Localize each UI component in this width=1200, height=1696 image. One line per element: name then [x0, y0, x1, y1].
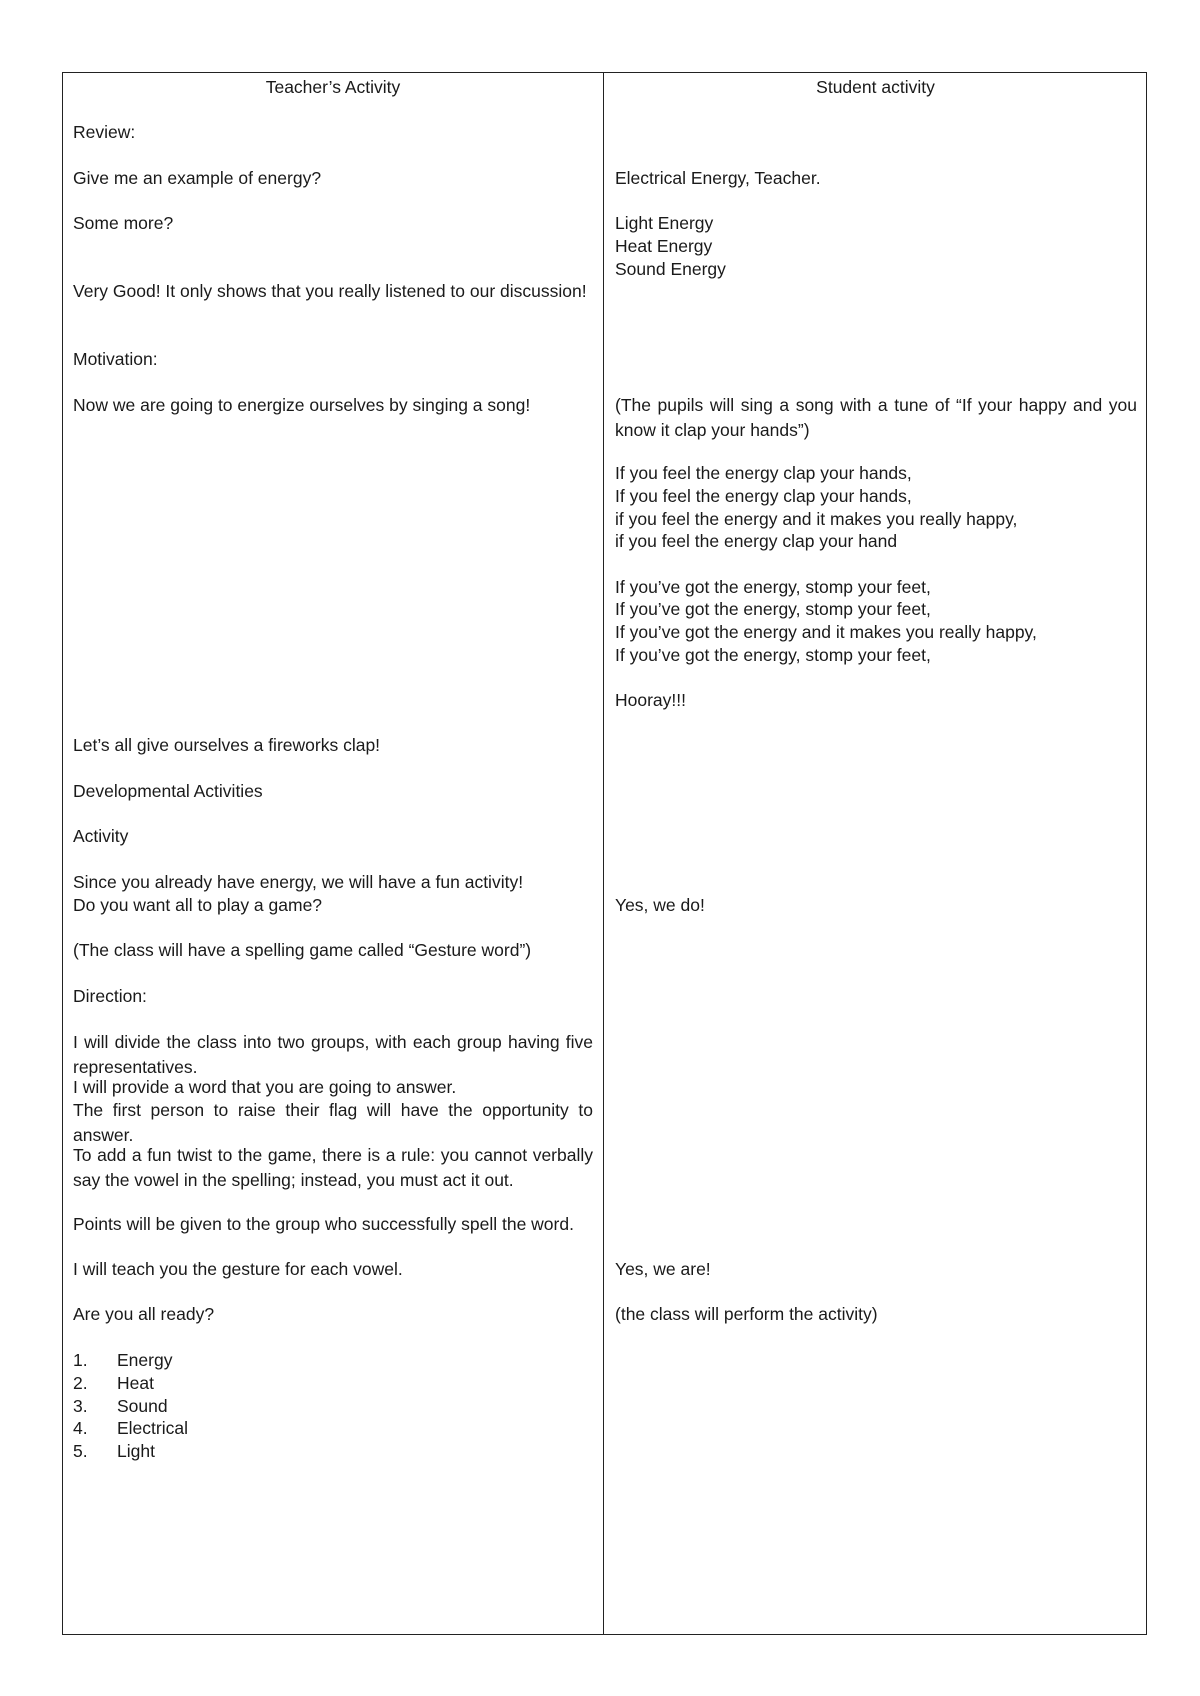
activity-heading: Activity [73, 826, 129, 846]
list-number: 2. [73, 1373, 88, 1393]
direction-item: I will teach you the gesture for each vowel. [73, 1259, 403, 1279]
teacher-energize: Now we are going to energize ourselves by singing a song! [73, 395, 531, 415]
direction-item: Points will be given to the group who successfully spell the word. [73, 1214, 574, 1234]
song-line: If you feel the energy clap your hands, [615, 486, 912, 506]
song-hooray: Hooray!!! [615, 690, 686, 710]
song-line: If you’ve got the energy, stomp your feet, [615, 599, 931, 619]
teacher-play-game: Do you want all to play a game? [73, 895, 323, 915]
word-list-item [73, 1394, 168, 1419]
teacher-question-example: Give me an example of energy? [73, 168, 322, 188]
list-word: Energy [117, 1350, 173, 1370]
list-word: Sound [117, 1396, 168, 1416]
list-number: 3. [73, 1396, 88, 1416]
word-list-item [73, 1348, 172, 1373]
teacher-fireworks-clap: Let’s all give ourselves a fireworks clap! [73, 735, 381, 755]
teacher-column-header: Teacher’s Activity [265, 77, 401, 97]
word-list-item [73, 1439, 155, 1464]
direction-item: I will divide the class into two groups, with each group having five representatives. [73, 1032, 593, 1077]
list-number: 5. [73, 1441, 88, 1461]
song-line: If you’ve got the energy, stomp your feet, [615, 645, 931, 665]
song-line: If you’ve got the energy and it makes you really happy, [615, 622, 1037, 642]
song-line: If you’ve got the energy, stomp your feet, [615, 577, 931, 597]
student-sing-instruction: (The pupils will sing a song with a tune of “If your happy and you know it clap your hands”) [615, 395, 1137, 440]
student-column-header: Student activity [816, 77, 935, 97]
student-perform-activity: (the class will perform the activity) [615, 1304, 878, 1324]
list-number: 4. [73, 1418, 88, 1438]
teacher-question-more: Some more? [73, 213, 174, 233]
student-answer-example: Electrical Energy, Teacher. [615, 168, 821, 188]
motivation-heading: Motivation: [73, 349, 158, 369]
word-list-item [73, 1371, 154, 1396]
student-yes-we-are: Yes, we are! [615, 1259, 711, 1279]
student-yes-we-do: Yes, we do! [615, 895, 705, 915]
teacher-praise: Very Good! It only shows that you really listened to our discussion! [73, 281, 587, 301]
direction-item: I will provide a word that you are going to answer. [73, 1077, 457, 1097]
teacher-spelling-game: (The class will have a spelling game called “Gesture word”) [73, 940, 532, 960]
song-line: if you feel the energy clap your hand [615, 531, 898, 551]
teacher-since-energy: Since you already have energy, we will have a fun activity! [73, 872, 524, 892]
review-heading: Review: [73, 122, 136, 142]
developmental-heading: Developmental Activities [73, 781, 263, 801]
direction-item: The first person to raise their flag will have the opportunity to answer. [73, 1100, 593, 1145]
song-line: if you feel the energy and it makes you really happy, [615, 509, 1018, 529]
student-answer-more: Heat Energy [615, 236, 713, 256]
direction-heading: Direction: [73, 986, 147, 1006]
list-word: Light [117, 1441, 155, 1461]
student-answer-more: Sound Energy [615, 259, 726, 279]
song-line: If you feel the energy clap your hands, [615, 463, 912, 483]
lesson-plan-table [62, 72, 1147, 1635]
list-word: Electrical [117, 1418, 188, 1438]
column-divider [603, 73, 604, 1634]
direction-item: To add a fun twist to the game, there is a rule: you cannot verbally say the vowel in the spelling; instead, you must act it out. [73, 1145, 593, 1190]
student-answer-more: Light Energy [615, 213, 714, 233]
list-word: Heat [117, 1373, 154, 1393]
teacher-ready-question: Are you all ready? [73, 1304, 215, 1324]
list-number: 1. [73, 1350, 88, 1370]
word-list-item [73, 1416, 188, 1441]
